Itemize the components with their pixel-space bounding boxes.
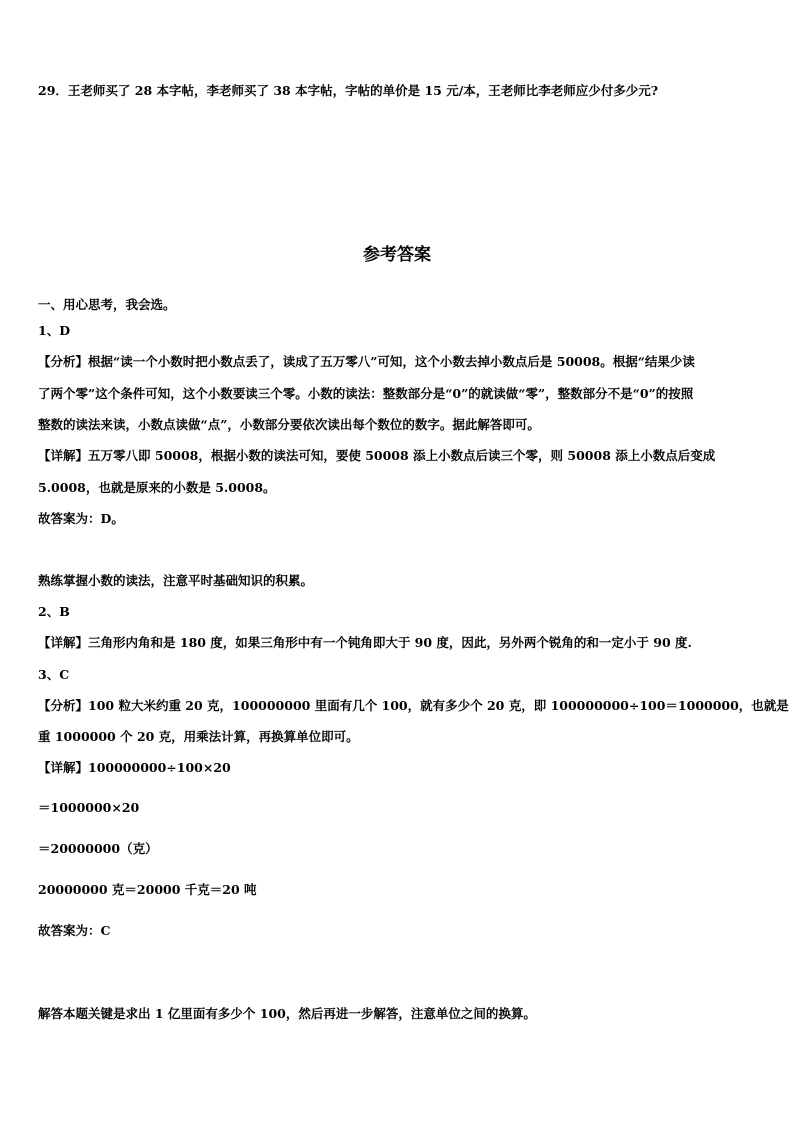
answer-3-analysis-line-2: 重 1000000 个 20 克，用乘法计算，再换算单位即可。: [38, 729, 359, 744]
answer-3-conclusion: 故答案为：C: [38, 923, 111, 938]
answer-1-tip: 熟练掌握小数的读法，注意平时基础知识的积累。: [38, 573, 314, 588]
answer-1-conclusion: 故答案为：D。: [38, 511, 124, 526]
analysis-tag: 【分析】: [38, 698, 89, 713]
question-29: 29．王老师买了 28 本字帖，李老师买了 38 本字帖，字帖的单价是 15 元/本，王老师比李老师应少付多少元?: [38, 83, 659, 98]
analysis-text: 100 粒大米约重 20 克，100000000 里面有几个 100，就有多少个 20 克，即 100000000÷100＝1000000，也就是: [88, 698, 789, 713]
section-heading: 一、用心思考，我会选。: [38, 297, 176, 312]
detail-text: 五万零八即 50008，根据小数的读法可知，要使 50008 添上小数点后读三个零，则 50008 添上小数点后变成: [88, 448, 716, 463]
answer-3-step-1: ＝1000000×20: [38, 800, 140, 815]
detail-text: 100000000÷100×20: [88, 760, 231, 775]
detail-text: 三角形内角和是 180 度，如果三角形中有一个钝角即大于 90 度，因此，另外两个锐角的和一定小于 90 度.: [88, 635, 692, 650]
answer-title: 参考答案: [363, 245, 431, 265]
answer-3-detail-line-1: [38, 759, 756, 777]
detail-tag: 【详解】: [38, 448, 89, 463]
answer-2-label: 2、B: [38, 604, 70, 619]
answer-1-detail-line-2: 5.0008，也就是原来的小数是 5.0008。: [38, 480, 276, 495]
answer-3-label: 3、C: [38, 667, 70, 682]
answer-3-tip: 解答本题关键是求出 1 亿里面有多少个 100，然后再进一步解答，注意单位之间的换算。: [38, 1006, 536, 1021]
answer-2-detail-line-1: [38, 634, 756, 652]
detail-tag: 【详解】: [38, 635, 89, 650]
answer-1-analysis-line-3: 整数的读法来读，小数点读做“点”，小数部分要依次读出每个数位的数字。据此解答即可。: [38, 417, 540, 432]
detail-tag: 【详解】: [38, 760, 89, 775]
answer-1-label: 1、D: [38, 323, 71, 338]
answer-1-detail-line-1: [38, 447, 756, 465]
answer-3-analysis-line-1: [38, 697, 789, 715]
answer-1-analysis-line-2: 了两个零”这个条件可知，这个小数要读三个零。小数的读法：整数部分是“0”的就读做“零”，整数部分不是“0”的按照: [38, 386, 694, 401]
analysis-text: 根据“读一个小数时把小数点丢了，读成了五万零八”可知，这个小数去掉小数点后是 50008。根据“结果少读: [88, 354, 695, 369]
answer-3-step-2: ＝20000000（克）: [38, 841, 158, 856]
answer-3-step-3: 20000000 克＝20000 千克＝20 吨: [38, 882, 257, 897]
answer-1-analysis-line-1: [38, 353, 756, 371]
analysis-tag: 【分析】: [38, 354, 89, 369]
